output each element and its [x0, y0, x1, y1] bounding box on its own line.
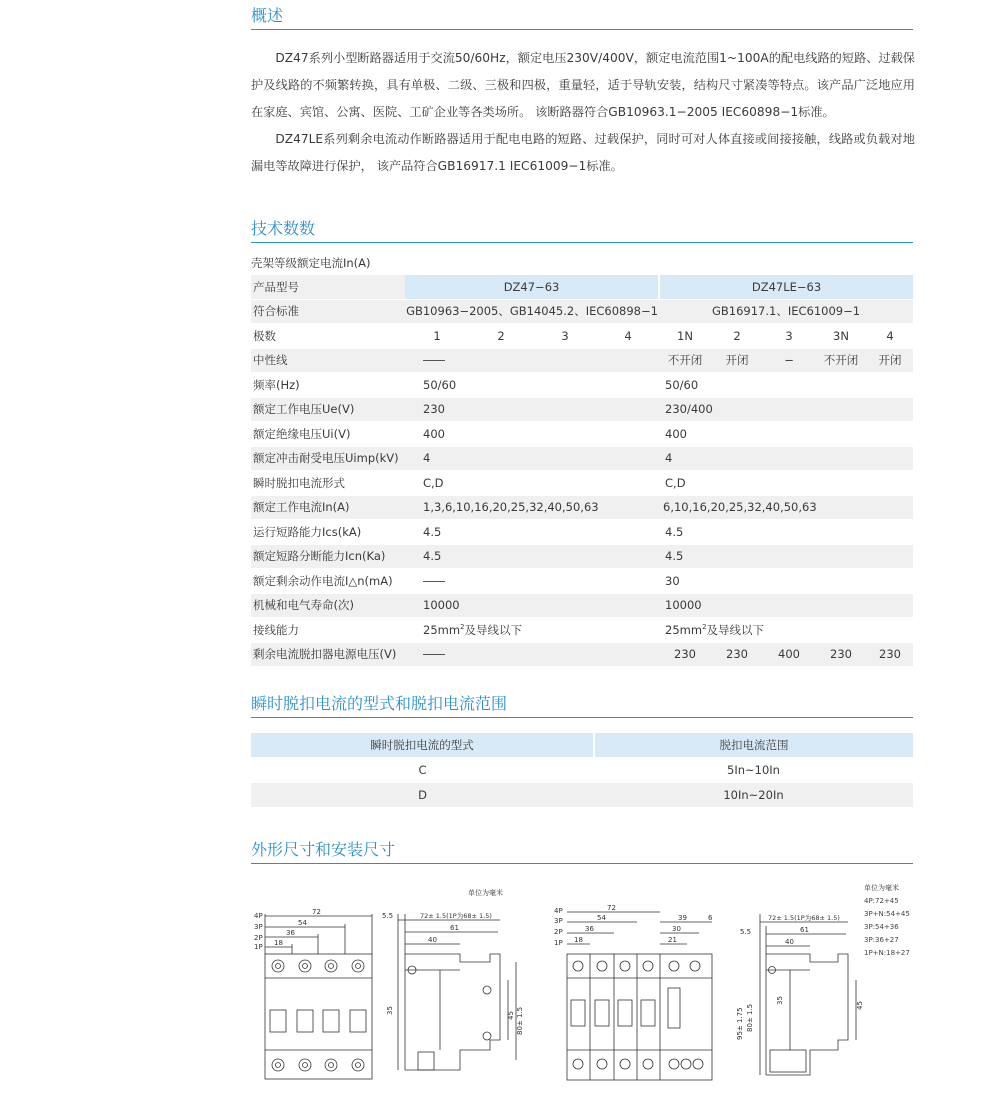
terminal-screws-top — [573, 961, 700, 971]
row-label: 额定工作电压Ue(V) — [251, 397, 405, 422]
dim-text: 30 — [672, 925, 681, 933]
dim-text: 35 — [776, 996, 784, 1005]
unit-label-right: 单位为毫米 — [864, 884, 899, 892]
wiring-a — [405, 618, 659, 643]
uimp-b: 4 — [659, 446, 913, 471]
overview-text — [251, 45, 915, 180]
legend-item: 4P:72+45 — [864, 897, 899, 905]
pole-cell: 2 — [469, 324, 533, 349]
pole-cell: 2 — [711, 324, 763, 349]
spec-row-supply — [251, 642, 913, 666]
ics-a: 4.5 — [405, 520, 659, 545]
spec-row-freq — [251, 373, 913, 398]
row-label: 机械和电气寿命(次) — [251, 593, 405, 618]
pole-label: 4P — [554, 907, 563, 915]
dim-text: 54 — [298, 919, 307, 927]
dash-mark — [423, 581, 445, 582]
neutral-cell: 开闭 — [711, 348, 763, 373]
row-label: 额定剩余动作电流I△n(mA) — [251, 569, 405, 594]
pole-label: 4P — [254, 912, 263, 920]
freq-a: 50/60 — [405, 373, 659, 398]
spec-row-ui — [251, 422, 913, 447]
pole-cell: 1 — [405, 324, 469, 349]
life-a: 10000 — [405, 593, 659, 618]
standard-a: GB10963−2005、GB14045.2、IEC60898−1 — [405, 299, 659, 324]
wiring-a-sup: 2 — [460, 622, 465, 631]
spec-row-ue — [251, 397, 913, 422]
pole-label: 1P — [254, 943, 263, 951]
ics-b: 4.5 — [659, 520, 913, 545]
trip-header-type: 瞬时脱扣电流的型式 — [251, 733, 594, 758]
toggle-handles — [571, 988, 680, 1028]
life-b: 10000 — [659, 593, 913, 618]
right-side-view — [736, 913, 864, 1075]
section-title-tech: 技术数数 — [251, 219, 913, 243]
wiring-a-post: 及导线以下 — [464, 622, 523, 637]
spec-row-standard — [251, 299, 913, 324]
trip-range-cell: 5In~10In — [594, 758, 913, 783]
pole-label: 1P — [554, 939, 563, 947]
neutral-cell: 不开闭 — [659, 348, 711, 373]
row-label: 运行短路能力Ics(kA) — [251, 520, 405, 545]
wiring-b-sup: 2 — [702, 622, 707, 631]
pole-cell: 1N — [659, 324, 711, 349]
ue-b: 230/400 — [659, 397, 913, 422]
dim-text: 39 — [678, 914, 687, 922]
legend-item: 3P:36+27 — [864, 936, 899, 944]
neutral-a — [405, 348, 659, 373]
spec-row-idn — [251, 569, 913, 594]
terminal-screws-bottom — [272, 1059, 364, 1071]
left-side-view — [382, 911, 524, 1070]
right-front-view — [554, 904, 713, 1080]
dim-text: 40 — [785, 938, 794, 946]
row-label: 符合标准 — [251, 299, 405, 324]
trip-type-cell: C — [251, 758, 594, 783]
pole-label: 2P — [554, 928, 563, 936]
supply-cell: 230 — [815, 642, 867, 666]
pole-cell: 3 — [533, 324, 597, 349]
row-label: 产品型号 — [251, 275, 405, 300]
wiring-a-pre: 25mm — [423, 622, 461, 637]
legend-item: 3P+N:54+45 — [864, 910, 910, 918]
trip-table — [251, 732, 913, 807]
toggle-handles — [270, 1010, 366, 1032]
supply-cell: 400 — [763, 642, 815, 666]
row-label: 额定短路分断能力Icn(Ka) — [251, 544, 405, 569]
spec-row-in — [251, 495, 913, 520]
row-label: 频率(Hz) — [251, 373, 405, 398]
row-label: 极数 — [251, 324, 405, 349]
unit-label-left: 单位为毫米 — [468, 889, 503, 897]
ue-a: 230 — [405, 397, 659, 422]
pole-label: 3P — [254, 923, 263, 931]
pole-size-legend — [864, 897, 910, 957]
dim-text: 36 — [286, 929, 295, 937]
terminal-screws-top — [272, 960, 364, 972]
pole-cell: 3 — [763, 324, 815, 349]
supply-cell: 230 — [867, 642, 913, 666]
dim-text: 5.5 — [740, 928, 752, 936]
dim-text: 35 — [386, 1006, 394, 1015]
dash-mark — [423, 654, 445, 655]
row-label: 剩余电流脱扣器电源电压(V) — [251, 642, 405, 666]
row-label: 中性线 — [251, 348, 405, 373]
dim-text: 72± 1.5(1P为68± 1.5) — [420, 912, 492, 920]
trip-table-row — [251, 758, 913, 783]
row-label: 额定工作电流In(A) — [251, 495, 405, 520]
trip-range-cell: 10In~20In — [594, 783, 913, 808]
spec-row-wiring — [251, 618, 913, 643]
dimension-drawings — [0, 870, 1007, 1090]
dim-text: 40 — [428, 936, 437, 944]
neutral-cell: − — [763, 348, 815, 373]
in-b: 6,10,16,20,25,32,40,50,63 — [659, 495, 913, 520]
ui-a: 400 — [405, 422, 659, 447]
dim-text: 45 — [507, 1011, 515, 1020]
idn-a — [405, 569, 659, 594]
pole-label: 2P — [254, 934, 263, 942]
dim-text: 18 — [274, 939, 283, 947]
spec-subtitle: 壳架等级额定电流In(A) — [251, 256, 371, 270]
standard-b: GB16917.1、IEC61009−1 — [659, 299, 913, 324]
row-label: 额定冲击耐受电压Uimp(kV) — [251, 446, 405, 471]
dash-mark — [423, 360, 445, 361]
row-label: 瞬时脱扣电流形式 — [251, 471, 405, 496]
dim-text: 72± 1.5(1P为68± 1.5) — [768, 914, 840, 922]
dim-text: 21 — [668, 936, 677, 944]
supply-cell: 230 — [711, 642, 763, 666]
spec-row-poles — [251, 324, 913, 349]
supply-cell: 230 — [659, 642, 711, 666]
model-dz47: DZ47−63 — [405, 275, 659, 300]
freq-b: 50/60 — [659, 373, 913, 398]
pole-cell: 4 — [867, 324, 913, 349]
neutral-cell: 开闭 — [867, 348, 913, 373]
spec-row-trip-type — [251, 471, 913, 496]
dim-text: 5.5 — [382, 912, 394, 920]
dim-text: 36 — [585, 925, 594, 933]
overview-paragraph-2: DZ47LE系列剩余电流动作断路器适用于配电电路的短路、过载保护，同时可对人体直接或间接接触，线路或负载对地漏电等故障进行保护， 该产品符合GB16917.1 IEC61009−1标准。 — [251, 132, 915, 173]
spec-row-life — [251, 593, 913, 618]
dim-text: 80± 1.5 — [516, 1006, 524, 1035]
overview-paragraph-1: DZ47系列小型断路器适用于交流50/60Hz，额定电压230V/400V，额定电流范围1~100A的配电线路的短路、过载保护及线路的不频繁转换，具有单极、二级、三极和四极，重量轻，适于导轨安装，结构尺寸紧凑等特点。该产品广泛地应用在家庭、宾馆、公寓、医院、工矿企业等各类场所。 该断路器符合GB10963.1−2005 IEC60898−1标准。 — [251, 51, 915, 119]
dim-text: 54 — [597, 914, 606, 922]
ui-b: 400 — [659, 422, 913, 447]
section-title-dims: 外形尺寸和安装尺寸 — [251, 840, 913, 864]
dim-text: 61 — [800, 926, 809, 934]
supply-a — [405, 642, 659, 666]
idn-b: 30 — [659, 569, 913, 594]
legend-item: 1P+N:18+27 — [864, 949, 910, 957]
trip-header-range: 脱扣电流范围 — [594, 733, 913, 758]
wiring-b-post: 及导线以下 — [706, 622, 765, 637]
neutral-cell: 不开闭 — [815, 348, 867, 373]
trip-type-a: C,D — [405, 471, 659, 496]
spec-row-model — [251, 275, 913, 300]
trip-type-cell: D — [251, 783, 594, 808]
row-label: 接线能力 — [251, 618, 405, 643]
dim-text: 18 — [574, 936, 583, 944]
model-dz47le: DZ47LE−63 — [659, 275, 913, 300]
icn-b: 4.5 — [659, 544, 913, 569]
trip-table-header — [251, 733, 913, 758]
wiring-b — [659, 618, 913, 643]
icn-a: 4.5 — [405, 544, 659, 569]
pole-label: 3P — [554, 917, 563, 925]
spec-table — [251, 274, 913, 666]
legend-item: 3P:54+36 — [864, 923, 899, 931]
spec-row-icn — [251, 544, 913, 569]
dim-text: 72 — [607, 904, 616, 912]
dim-text: 6 — [708, 914, 713, 922]
section-title-trip: 瞬时脱扣电流的型式和脱扣电流范围 — [251, 694, 913, 718]
spec-row-uimp — [251, 446, 913, 471]
pole-cell: 4 — [597, 324, 659, 349]
uimp-a: 4 — [405, 446, 659, 471]
dim-text: 95± 1.75 — [736, 1007, 744, 1040]
terminal-screws-bottom — [573, 1059, 703, 1069]
spec-row-neutral — [251, 348, 913, 373]
pole-cell: 3N — [815, 324, 867, 349]
left-front-view — [254, 908, 372, 1079]
trip-table-row — [251, 783, 913, 808]
in-a: 1,3,6,10,16,20,25,32,40,50,63 — [405, 495, 659, 520]
dim-text: 61 — [450, 924, 459, 932]
row-label: 额定绝缘电压Ui(V) — [251, 422, 405, 447]
dim-text: 72 — [312, 908, 321, 916]
spec-row-ics — [251, 520, 913, 545]
trip-type-b: C,D — [659, 471, 913, 496]
wiring-b-pre: 25mm — [665, 622, 703, 637]
section-title-overview: 概述 — [251, 6, 913, 30]
dim-text: 80± 1.5 — [746, 1003, 754, 1032]
dim-text: 45 — [856, 1001, 864, 1010]
